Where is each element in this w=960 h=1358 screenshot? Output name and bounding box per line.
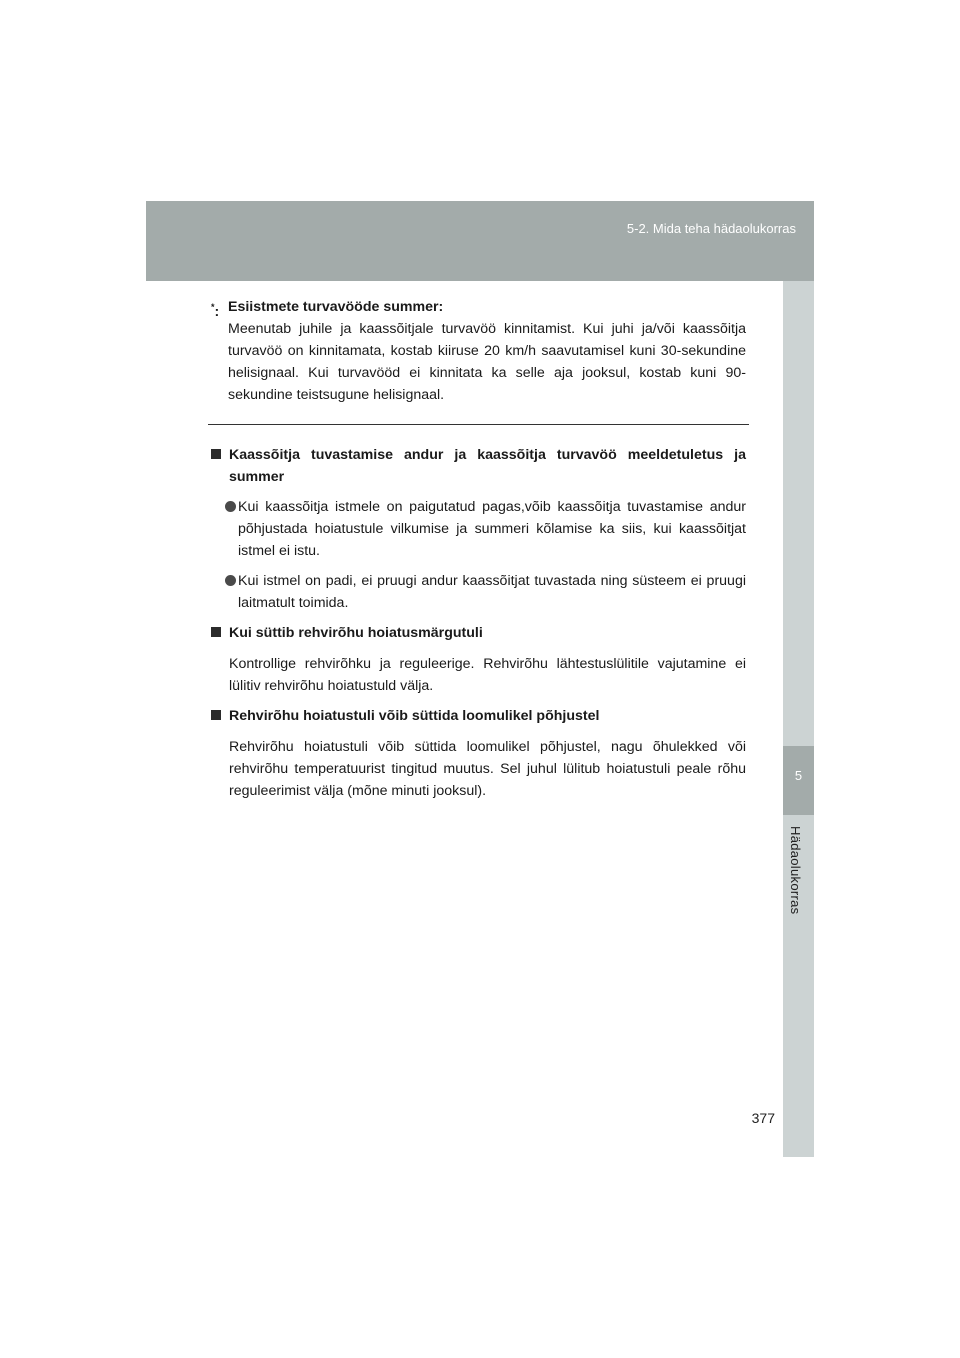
footnote — [211, 296, 746, 406]
chapter-title: Hädaolukorras — [788, 826, 803, 915]
section-title: Rehvirõhu hoiatustuli võib süttida loomulikel põhjustel — [229, 708, 600, 724]
divider — [208, 424, 749, 425]
list-item — [211, 496, 746, 562]
section-title: Kaassõitja tuvastamise andur ja kaassõitja turvavöö meeldetuletus ja summer — [229, 447, 746, 485]
square-bullet-icon — [211, 710, 221, 720]
footnote-text: Meenutab juhile ja kaassõitjale turvavöö kinnitamist. Kui juhi ja/või kaassõitja turvavöö on kinnitamata, kostab kiiruse 20 km/h saavutamisel kuni 30-sekundine helisignaal. Kui turvavööd ei kinnitata ka selle aja jooksul, kostab kuni 90-sekundine teistsugune helisignaal. — [228, 321, 746, 403]
page-number: 377 — [751, 1110, 775, 1126]
section-tire-warning — [211, 622, 746, 697]
list-item-text: Kui istmel on padi, ei pruugi andur kaassõitjat tuvastada ning süsteem ei pruugi laitmatult toimida. — [238, 573, 746, 611]
square-bullet-icon — [211, 627, 221, 637]
section-body: Kontrollige rehvirõhku ja reguleerige. Rehvirõhu lähtestuslülitile vajutamine ei lülitiv rehvirõhu hoiatustuld välja. — [229, 656, 746, 694]
section-body: Rehvirõhu hoiatustuli võib süttida loomulikel põhjustel, nagu õhulekked või rehvirõhu temperatuurist tingitud muutus. Sel juhul lülitub hoiatustuli peale rõhu reguleerimist välja (mõne minuti jooksul). — [229, 739, 746, 799]
header-band — [146, 201, 814, 281]
list-item — [211, 570, 746, 614]
chapter-tab — [783, 746, 814, 815]
section-heading: 5-2. Mida teha hädaolukorras — [626, 221, 796, 236]
round-bullet-icon — [225, 501, 236, 512]
section-title: Kui süttib rehvirõhu hoiatusmärgutuli — [229, 625, 483, 641]
section-passenger-sensor — [211, 444, 746, 614]
footnote-title: Esiistmete turvavööde summer: — [228, 299, 444, 315]
footnote-mark: *: — [211, 302, 220, 320]
round-bullet-icon — [225, 575, 236, 586]
chapter-number: 5 — [794, 768, 803, 783]
square-bullet-icon — [211, 449, 221, 459]
page-content — [211, 296, 746, 810]
list-item-text: Kui kaassõitja istmele on paigutatud pagas,võib kaassõitja tuvastamise andur põhjustada hoiatustule vilkumise ja summeri kõlamise ka siis, kui kaassõitjat istmel ei istu. — [238, 499, 746, 559]
side-tab-strip — [783, 281, 814, 1157]
section-tire-natural — [211, 705, 746, 802]
